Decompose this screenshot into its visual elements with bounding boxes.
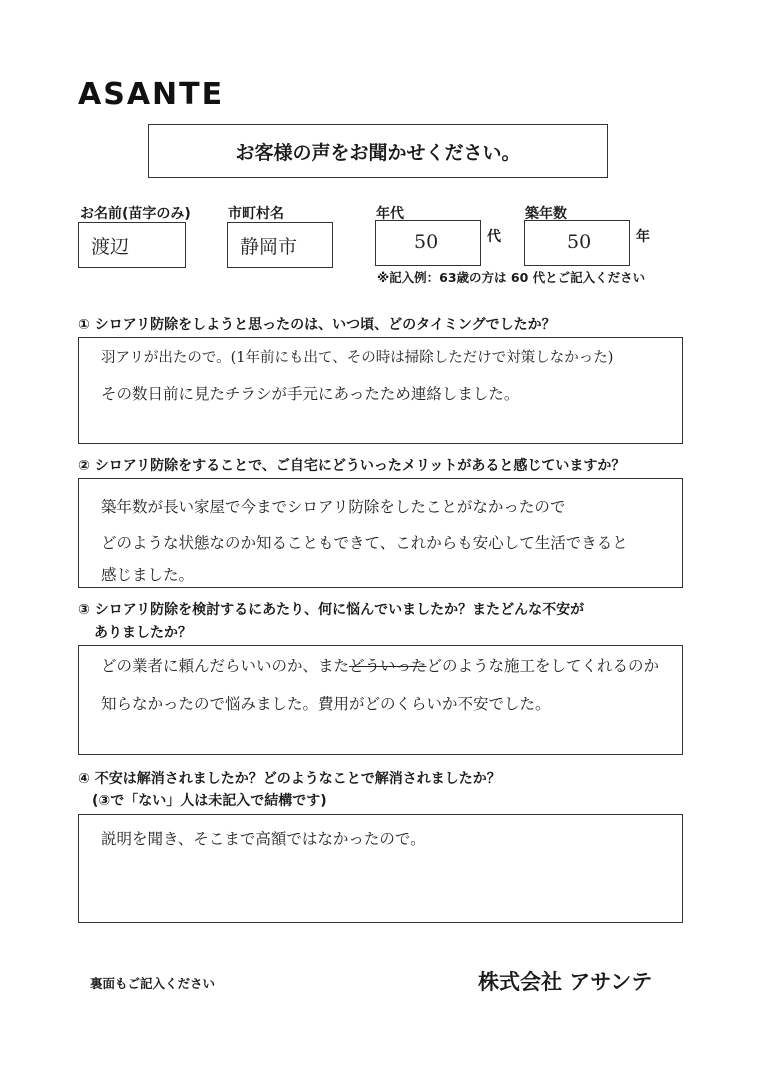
answer-3-line-1-part-b: どのような施工をしてくれるのか	[426, 657, 660, 675]
question-4-label-line-2: (③で「ない」人は未記入で結構です)	[92, 793, 327, 809]
answer-4-line-1: 説明を聞き、そこまで高額ではなかったので。	[101, 830, 426, 848]
name-label: お名前(苗字のみ)	[80, 206, 191, 222]
building-age-label: 築年数	[525, 206, 567, 222]
question-4-answer-box	[78, 814, 683, 923]
company-logo: ASANTE	[78, 77, 225, 112]
question-2-label: ② シロアリ防除をすることで、ご自宅にどういったメリットがあると感じていますか？	[78, 458, 626, 474]
question-3-answer-box	[78, 645, 683, 755]
name-value: 渡辺	[91, 236, 130, 258]
answer-2-line-1: 築年数が長い家屋で今までシロアリ防除をしたことがなかったので	[101, 498, 566, 516]
answer-1-line-1: 羽アリが出たので。(1年前にも出て、その時は掃除しただけで対策しなかった)	[101, 350, 614, 366]
question-2-answer-box	[78, 478, 683, 588]
question-3-label-line-2: ありましたか？	[94, 625, 192, 641]
city-value: 静岡市	[240, 236, 298, 258]
building-age-value: 50	[567, 231, 592, 253]
answer-2-line-3: 感じました。	[101, 566, 195, 584]
page-title: お客様の声をお聞かせください。	[148, 124, 608, 178]
age-field	[375, 220, 481, 266]
answer-3-line-1-part-a: どの業者に頼んだらいいのか、また	[101, 657, 350, 675]
city-field	[227, 222, 333, 268]
company-name: 株式会社 アサンテ	[478, 970, 653, 994]
answer-3-line-1	[101, 654, 659, 676]
name-field	[78, 222, 186, 268]
question-4-label-line-1: ④ 不安は解消されましたか？どのようなことで解消されましたか？	[78, 771, 501, 787]
back-side-note: 裏面もご記入ください	[90, 976, 216, 991]
answer-3-line-2: 知らなかったので悩みました。費用がどのくらいか不安でした。	[101, 695, 551, 713]
entry-example-note: ※記入例：63歳の方は 60 代とご記入ください	[377, 270, 646, 285]
age-label: 年代	[376, 206, 404, 222]
question-1-label: ① シロアリ防除をしようと思ったのは、いつ頃、どのタイミングでしたか？	[78, 317, 556, 333]
age-value: 50	[414, 231, 439, 253]
age-unit: 代	[487, 229, 501, 245]
building-age-field	[524, 220, 630, 266]
answer-1-line-2: その数日前に見たチラシが手元にあったため連絡しました。	[101, 385, 520, 403]
building-age-unit: 年	[636, 229, 650, 245]
answer-2-line-2: どのような状態なのか知ることもできて、これからも安心して生活できると	[101, 534, 628, 552]
city-label: 市町村名	[228, 206, 284, 222]
question-3-label-line-1: ③ シロアリ防除を検討するにあたり、何に悩んでいましたか？またどんな不安が	[78, 602, 585, 618]
answer-3-struck-text: どういった	[349, 657, 427, 675]
question-1-answer-box	[78, 337, 683, 444]
